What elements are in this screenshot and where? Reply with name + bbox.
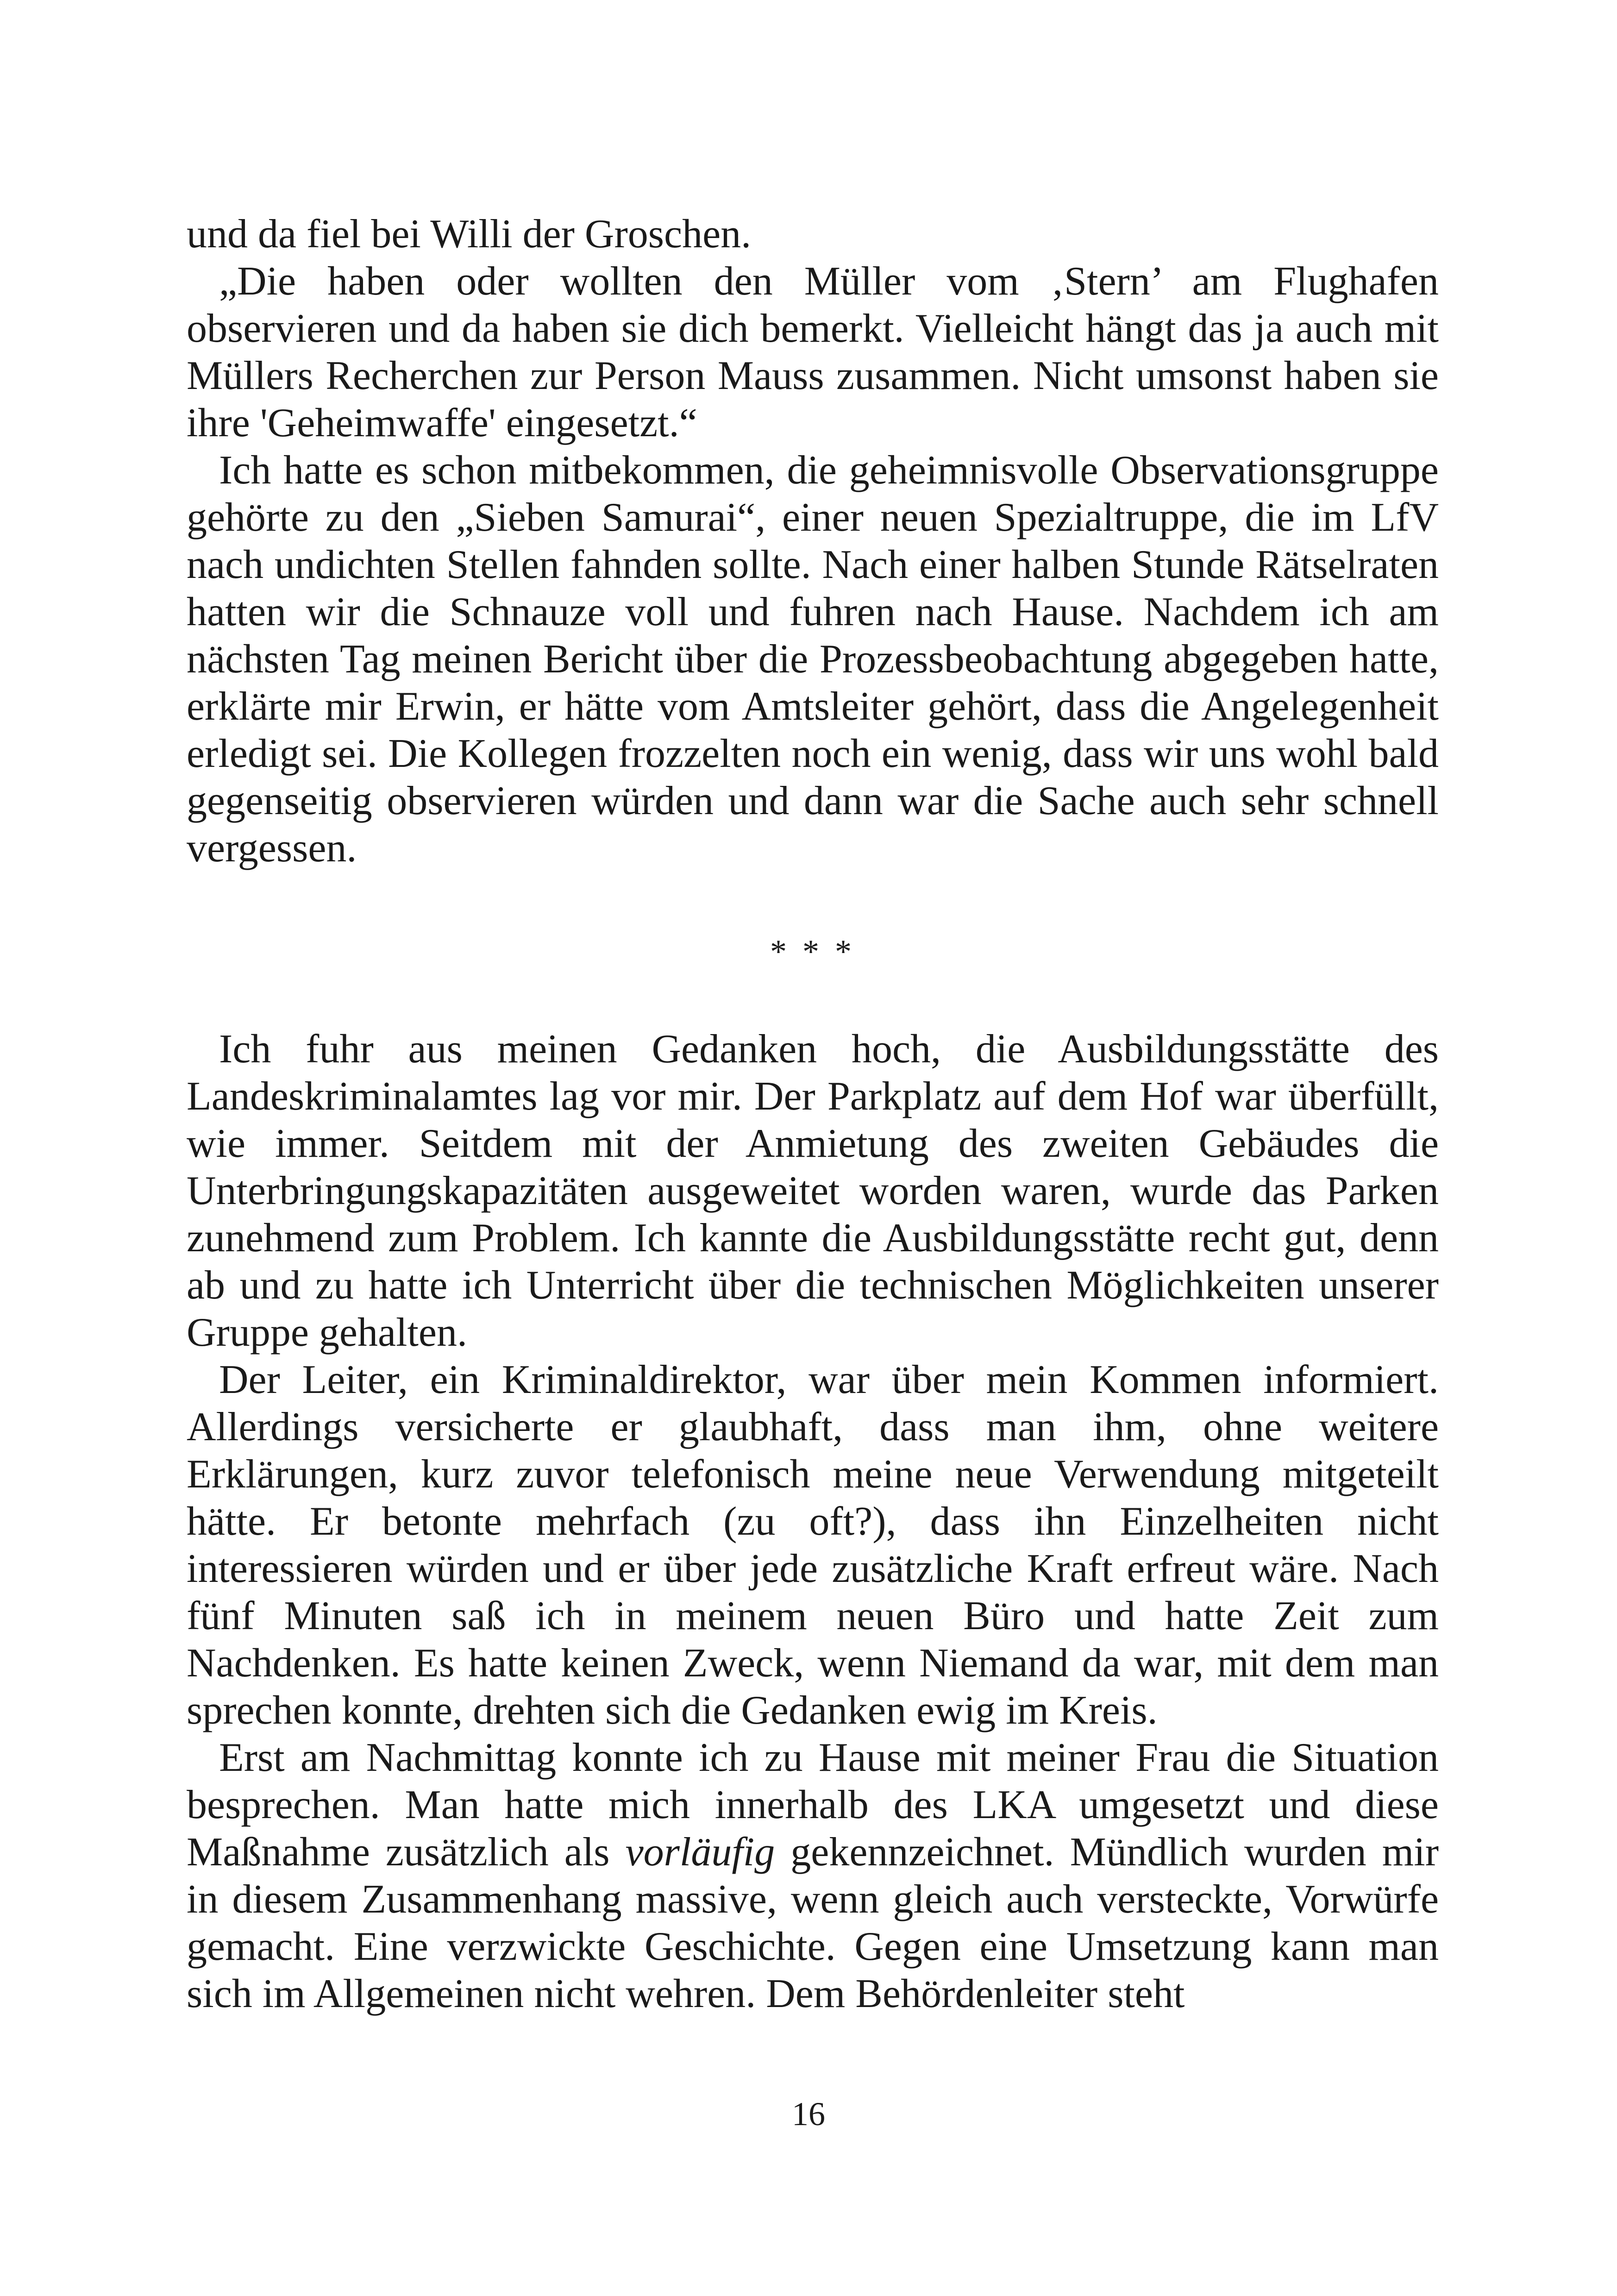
section-separator: * * * <box>770 933 855 970</box>
paragraph: und da fiel bei Willi der Groschen. <box>187 212 752 257</box>
paragraph: Der Leiter, ein Kriminaldirektor, war über mein Kommen informiert. Allerdings versicherte er glaubhaft, dass man ihm, ohne weitere Erklärungen, kurz zuvor telefonisch meine neue Verwendung mitgeteilt hätte. Er betonte mehrfach (zu oft?), dass ihn Einzelheiten nicht interessieren würden und er über jede zusätzliche Kraft erfreut wäre. Nach fünf Minuten saß ich in meinem neuen Büro und hatte Zeit zum Nachdenken. Es hatte keinen Zweck, wenn Niemand da war, mit dem man sprechen konnte, drehten sich die Gedanken ewig im Kreis. <box>187 1357 1439 1733</box>
paragraph: „Die haben oder wollten den Müller vom ‚Stern’ am Flughafen observieren und da haben sie dich bemerkt. Vielleicht hängt das ja auch mit Müllers Recherchen zur Person Mauss zusammen. Nicht umsonst haben sie ihre 'Geheimwaffe' eingesetzt.“ <box>187 259 1439 445</box>
paragraph: Ich hatte es schon mitbekommen, die geheimnisvolle Observationsgruppe gehörte zu den „Sieben Samurai“, einer neuen Spezialtruppe, die im LfV nach undichten Stellen fahnden sollte. Nach einer halben Stunde Rätselraten hatten wir die Schnauze voll und fuhren nach Hause. Nachdem ich am nächsten Tag meinen Bericht über die Prozessbeobachtung abgegeben hatte, erklärte mir Erwin, er hätte vom Amtsleiter gehört, dass die Angelegenheit erledigt sei. Die Kollegen frozzelten noch ein wenig, dass wir uns wohl bald gegenseitig observieren würden und dann war die Sache auch sehr schnell vergessen. <box>187 448 1439 871</box>
page-number: 16 <box>792 2095 825 2133</box>
paragraph-text: Erst am Nachmittag konnte ich zu Hause mit meiner Frau die Situation besprechen. Man hatte mich innerhalb des LKA umgesetzt und diese Maßnahme zusätzlich als <box>187 1735 1439 1875</box>
paragraph <box>187 1734 1439 2018</box>
text-section-1 <box>187 211 1439 872</box>
paragraph: Ich fuhr aus meinen Gedanken hoch, die Ausbildungsstätte des Landeskriminalamtes lag vor mir. Der Parkplatz auf dem Hof war überfüllt, wie immer. Seitdem mit der Anmietung des zweiten Gebäudes die Unterbringungskapazitäten ausgeweitet worden waren, wurde das Parken zunehmend zum Problem. Ich kannte die Ausbildungsstätte recht gut, denn ab und zu hatte ich Unterricht über die technischen Möglichkeiten unserer Gruppe gehalten. <box>187 1027 1439 1355</box>
text-section-2 <box>187 1026 1439 2018</box>
paragraph-text: gekennzeichnet. Mündlich wurden mir in diesem Zusammenhang massive, wenn gleich auch versteckte, Vorwürfe gemacht. Eine verzwickte Geschichte. Gegen eine Umsetzung kann man sich im Allgemeinen nicht wehren. Dem Behördenleiter steht <box>187 1830 1439 2016</box>
emphasized-word: vorläufig <box>625 1830 775 1875</box>
